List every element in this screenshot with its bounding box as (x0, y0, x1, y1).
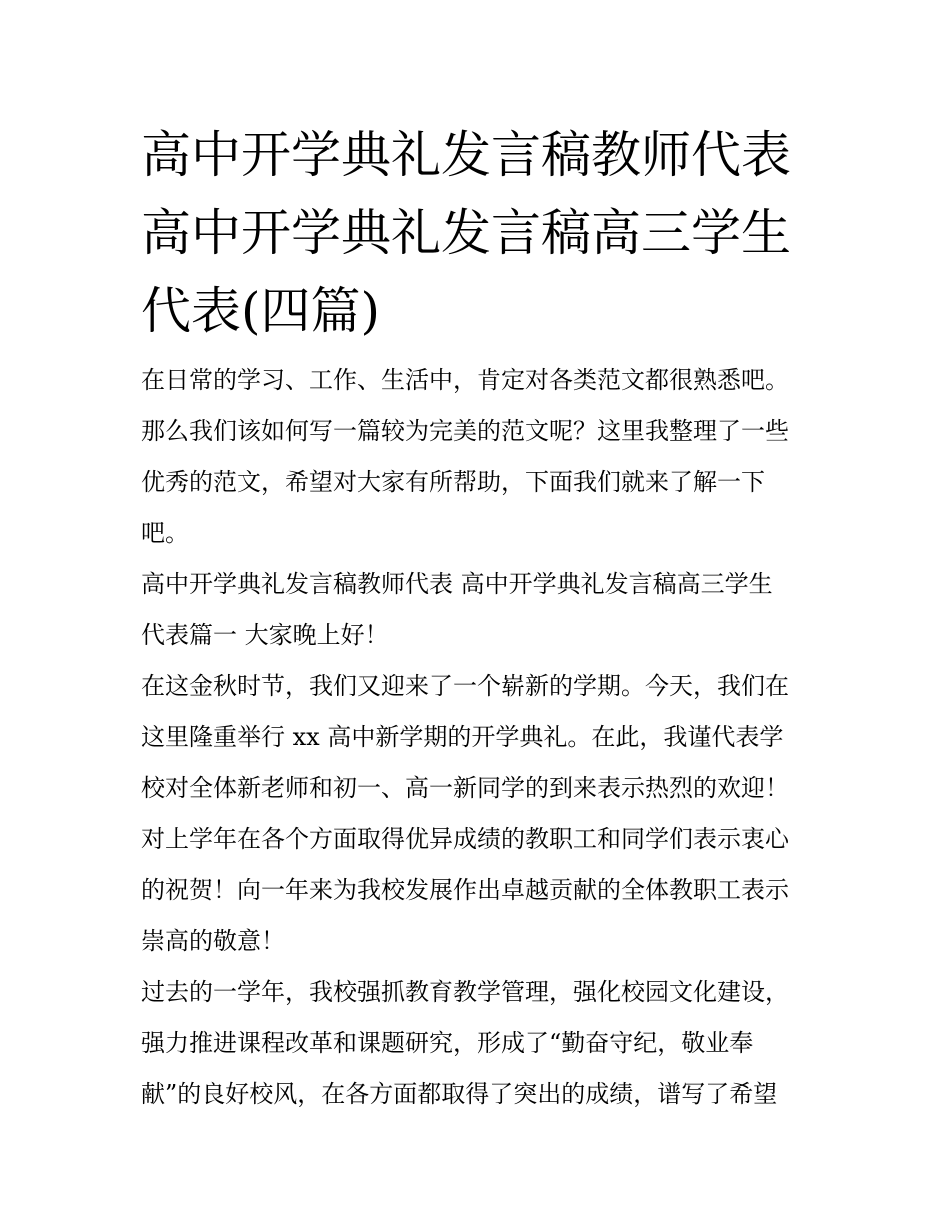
body-line: 代表篇一 大家晚上好！ (141, 621, 389, 649)
document-title (141, 116, 841, 350)
body-line: 优秀的范文，希望对大家有所帮助，下面我们就来了解一下 (141, 468, 765, 496)
body-line: 校对全体新老师和初一、高一新同学的到来表示热烈的欢迎！ (141, 774, 789, 802)
body-line: 这里隆重举行 xx 高中新学期的开学典礼。在此，我谨代表学 (141, 723, 784, 751)
body-line: 献”的良好校风，在各方面都取得了突出的成绩，谱写了希望 (141, 1080, 778, 1108)
title-line: 代表(四篇) (141, 282, 381, 340)
body-line: 在日常的学习、工作、生活中，肯定对各类范文都很熟悉吧。 (141, 366, 789, 394)
body-line: 对上学年在各个方面取得优异成绩的教职工和同学们表示衷心 (141, 825, 789, 853)
body-line: 在这金秋时节，我们又迎来了一个崭新的学期。今天，我们在 (141, 672, 789, 700)
body-line: 强力推进课程改革和课题研究，形成了“勤奋守纪，敬业奉 (141, 1029, 754, 1057)
body-line: 高中开学典礼发言稿教师代表 高中开学典礼发言稿高三学生 (141, 570, 773, 598)
title-line: 高中开学典礼发言稿高三学生 (141, 204, 791, 262)
body-line: 崇高的敬意！ (141, 927, 285, 955)
body-line: 的祝贺！向一年来为我校发展作出卓越贡献的全体教职工表示 (141, 876, 789, 904)
body-line: 吧。 (141, 519, 189, 547)
document-body (141, 355, 831, 1120)
body-line: 过去的一学年，我校强抓教育教学管理，强化校园文化建设， (141, 978, 789, 1006)
body-line: 那么我们该如何写一篇较为完美的范文呢？这里我整理了一些 (141, 417, 789, 445)
title-line: 高中开学典礼发言稿教师代表 (141, 126, 791, 184)
